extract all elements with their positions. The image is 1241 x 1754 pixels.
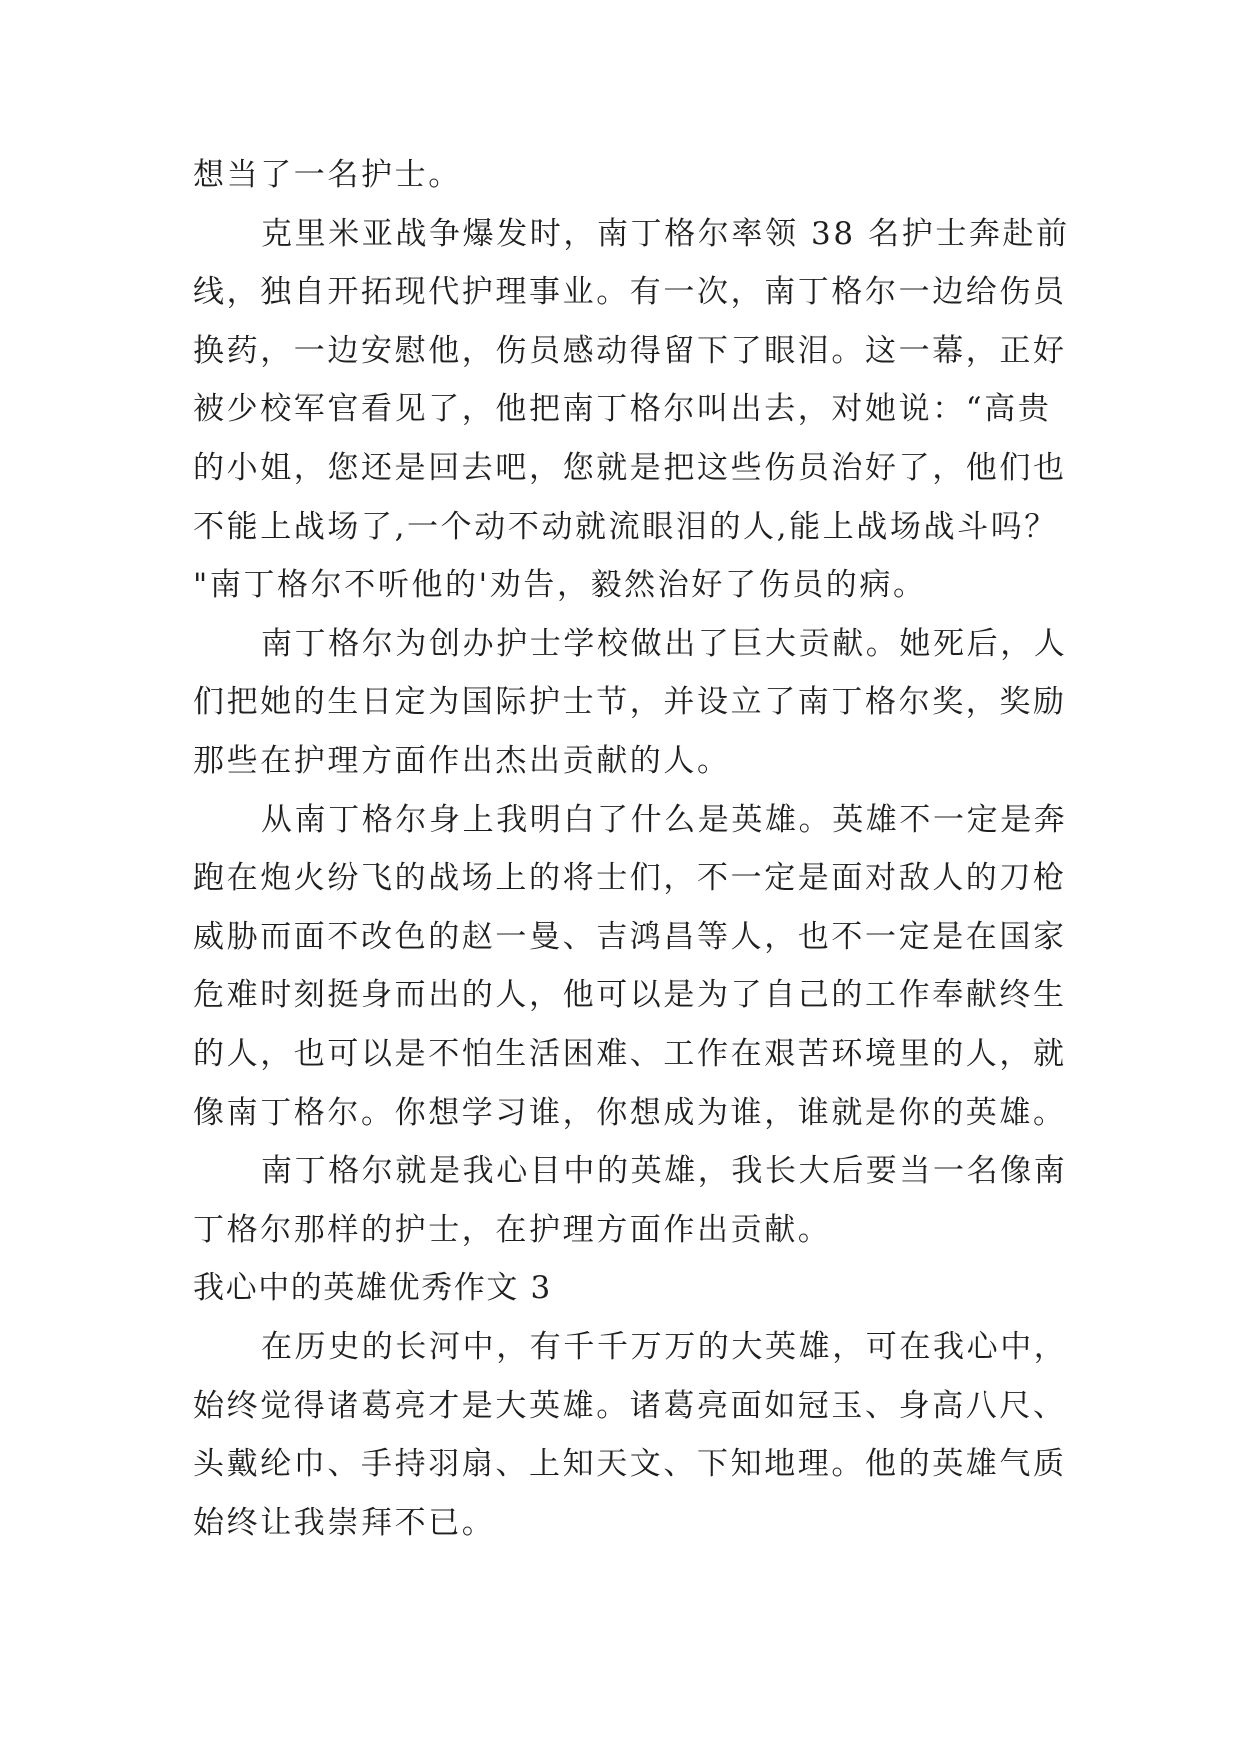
text-line: 始终觉得诸葛亮才是大英雄。诸葛亮面如冠玉、身高八尺、 xyxy=(193,1387,1067,1424)
text-line: 不能上战场了,一个动不动就流眼泪的人,能上战场战斗吗？ xyxy=(193,508,1058,545)
section-heading-block xyxy=(193,1259,1073,1318)
text-line: 被少校军官看见了，他把南丁格尔叫出去，对她说：“高贵 xyxy=(193,391,1052,428)
text-line: 克里米亚战争爆发时，南丁格尔率领 38 名护士奔赴前 xyxy=(261,215,1070,252)
section-heading: 我心中的英雄优秀作文 3 xyxy=(193,1270,552,1306)
text-line: 在历史的长河中，有千千万万的大英雄，可在我心中， xyxy=(261,1329,1068,1365)
text-line: "南丁格尔不听他的'劝告，毅然治好了伤员的病。 xyxy=(193,567,927,604)
text-line: 丁格尔那样的护士，在护理方面作出贡献。 xyxy=(193,1211,832,1248)
text-line: 们把她的生日定为国际护士节，并设立了南丁格尔奖，奖励 xyxy=(193,684,1067,721)
text-line: 的小姐，您还是回去吧，您就是把这些伤员治好了，他们也 xyxy=(193,449,1067,486)
text-line: 跑在炮火纷飞的战场上的将士们，不一定是面对敌人的刀枪 xyxy=(193,860,1067,897)
text-line: 线，独自开拓现代护理事业。有一次，南丁格尔一边给伤员 xyxy=(193,274,1067,311)
text-line: 像南丁格尔。你想学习谁，你想成为谁，谁就是你的英雄。 xyxy=(193,1094,1067,1131)
text-line: 始终让我崇拜不已。 xyxy=(193,1504,496,1541)
text-line: 南丁格尔就是我心目中的英雄，我长大后要当一名像南 xyxy=(261,1153,1068,1190)
text-line: 的人，也可以是不怕生活困难、工作在艰苦环境里的人，就 xyxy=(193,1035,1067,1072)
text-line: 南丁格尔为创办护士学校做出了巨大贡献。她死后，人 xyxy=(261,625,1068,662)
text-line: 想当了一名护士。 xyxy=(193,157,462,193)
essay-body-part1 xyxy=(193,146,1073,1259)
text-line: 从南丁格尔身上我明白了什么是英雄。英雄不一定是奔 xyxy=(261,801,1068,838)
text-line: 威胁而面不改色的赵一曼、吉鸿昌等人，也不一定是在国家 xyxy=(193,918,1067,955)
text-line: 危难时刻挺身而出的人，他可以是为了自己的工作奉献终生 xyxy=(193,977,1067,1014)
text-line: 头戴纶巾、手持羽扇、上知天文、下知地理。他的英雄气质 xyxy=(193,1446,1067,1483)
essay-body-part2 xyxy=(193,1318,1073,1552)
text-line: 换药，一边安慰他，伤员感动得留下了眼泪。这一幕，正好 xyxy=(193,332,1067,369)
text-line: 那些在护理方面作出杰出贡献的人。 xyxy=(193,742,731,779)
